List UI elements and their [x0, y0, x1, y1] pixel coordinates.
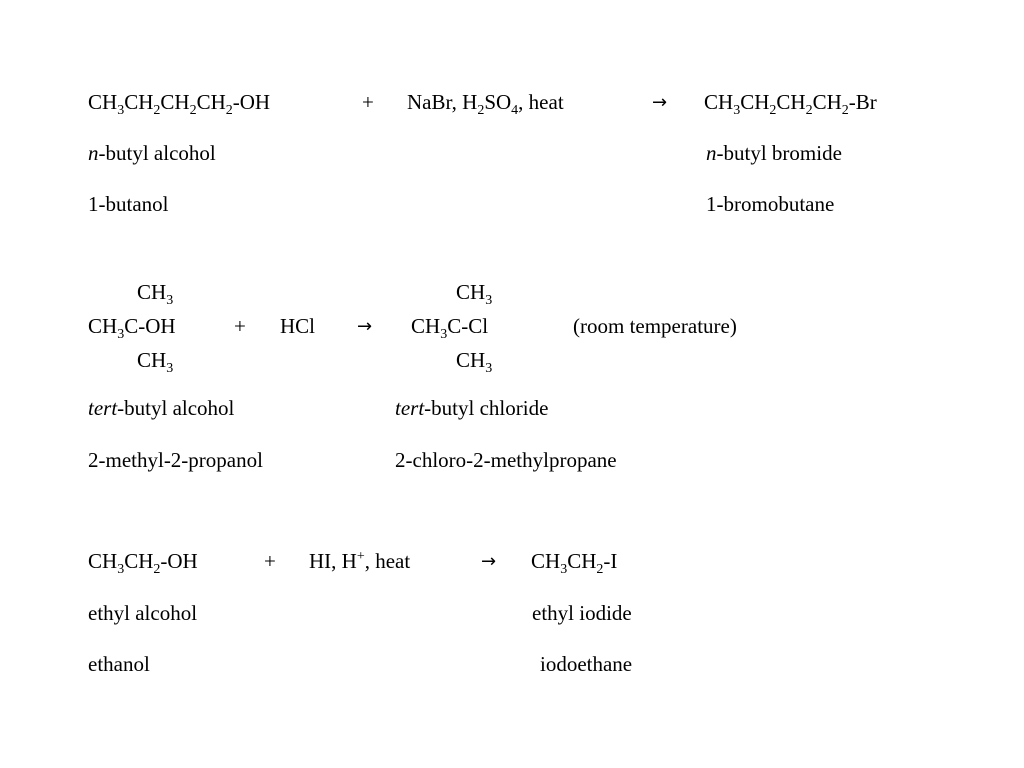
reaction2-product-formula: $CH_3C-Cl$: [411, 314, 489, 342]
reaction2-product-top-methyl: $CH_3$: [456, 280, 493, 308]
reaction3-product-common-name: ethyl iodide: [532, 601, 632, 625]
reaction2-arrow-icon: →: [357, 316, 373, 337]
reaction1-plus: +: [362, 90, 374, 114]
reaction1-product-iupac-name: 1-bromobutane: [706, 192, 835, 216]
reaction2-product-common-name: tert-butyl chloride: [395, 396, 549, 420]
reaction3-reactant-formula: $CH_3CH_2-OH$: [88, 549, 198, 577]
reaction2-condition: (room temperature): [573, 314, 737, 338]
reaction3-plus: +: [264, 549, 276, 573]
reaction1-product-formula: $CH_3CH_2CH_2CH_2-Br$: [704, 90, 877, 118]
reaction2-reactant-bottom-methyl: $CH_3$: [137, 348, 174, 376]
reaction1-reagent: NaBr, $H_2SO_4$, heat: [407, 90, 564, 118]
reaction2-plus: +: [234, 314, 246, 338]
reaction1-arrow-icon: →: [652, 92, 668, 113]
reaction2-product-bottom-methyl: $CH_3$: [456, 348, 493, 376]
reaction2-product-iupac-name: 2-chloro-2-methylpropane: [395, 448, 617, 472]
reaction2-reactant-formula: $CH_3C-OH$: [88, 314, 176, 342]
reaction2-reactant-top-methyl: $CH_3$: [137, 280, 174, 308]
reaction1-reactant-common-name: n-butyl alcohol: [88, 141, 216, 165]
reaction1-reactant-iupac-name: 1-butanol: [88, 192, 169, 216]
reaction2-reagent: HCl: [280, 314, 316, 338]
reaction1-reactant-formula: $CH_3CH_2CH_2CH_2-OH$: [88, 90, 271, 118]
reaction2-reactant-common-name: tert-butyl alcohol: [88, 396, 235, 420]
reaction3-product-iupac-name: iodoethane: [540, 652, 633, 676]
reaction3-reactant-iupac-name: ethanol: [88, 652, 150, 676]
reaction2-reactant-iupac-name: 2-methyl-2-propanol: [88, 448, 263, 472]
reaction3-product-formula: $CH_3CH_2-I$: [531, 549, 618, 577]
reaction3-arrow-icon: →: [481, 551, 497, 572]
reaction3-reagent: HI, H+, heat: [309, 549, 411, 573]
reaction1-product-common-name: n-butyl bromide: [706, 141, 842, 165]
reaction3-reactant-common-name: ethyl alcohol: [88, 601, 198, 625]
